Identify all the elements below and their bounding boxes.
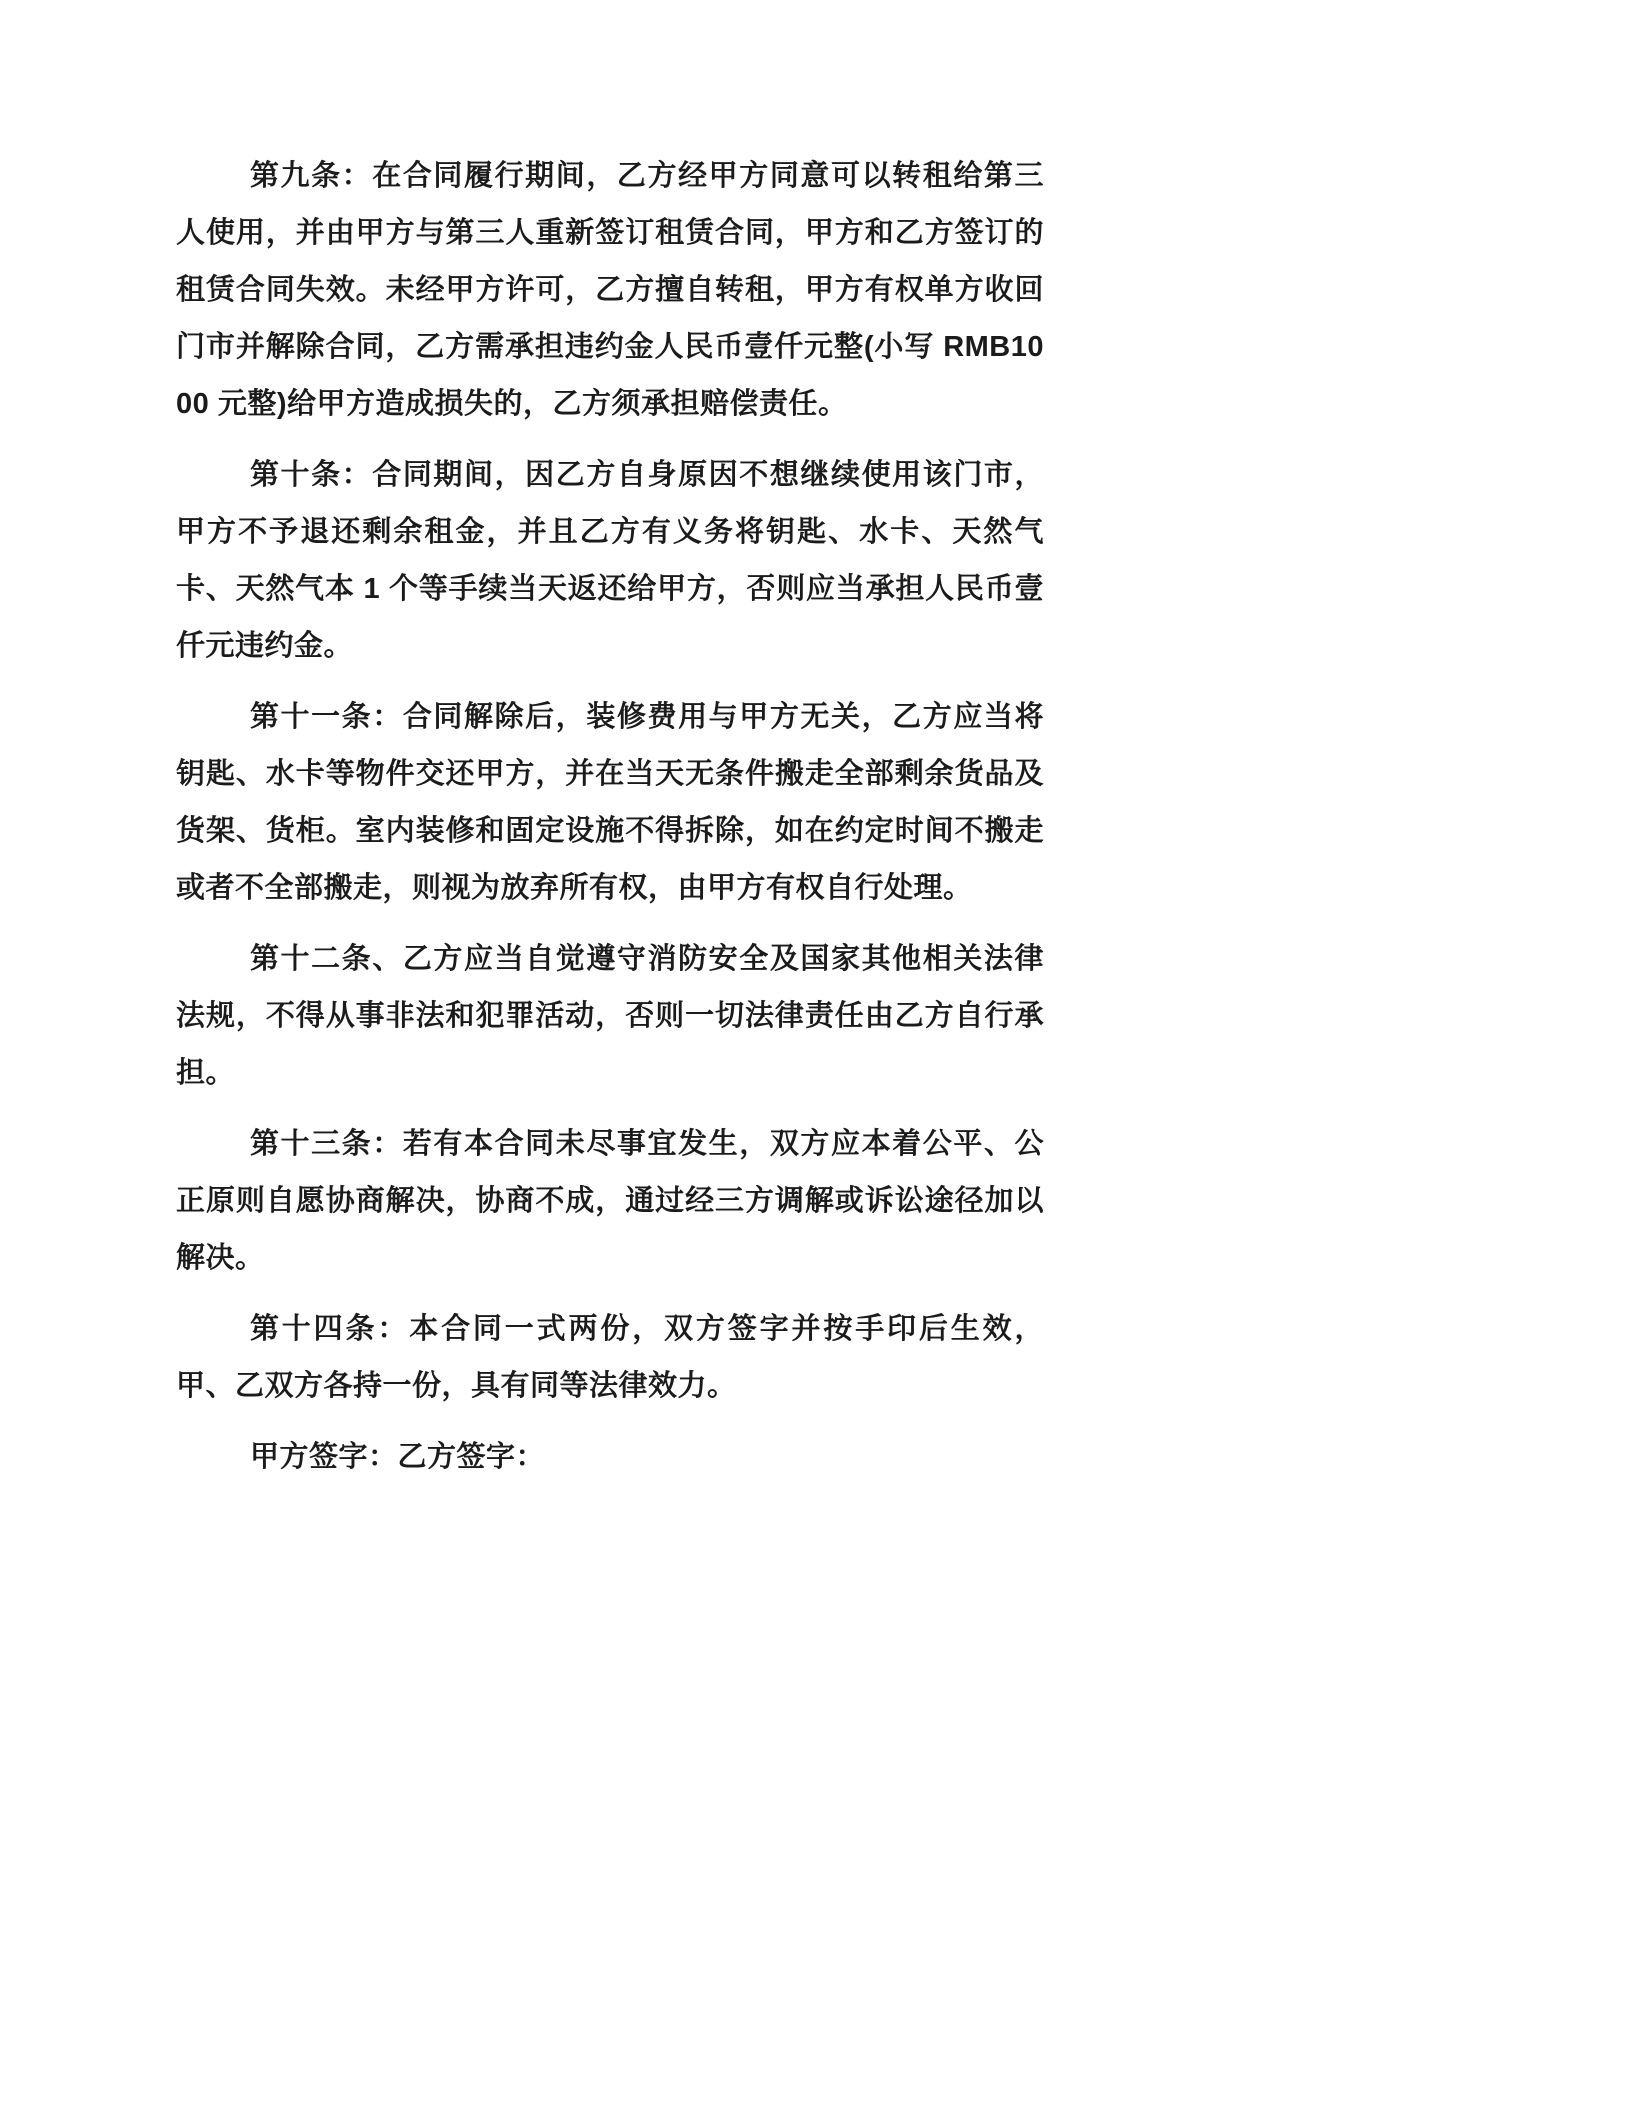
contract-clause-10: 第十条：合同期间，因乙方自身原因不想继续使用该门市，甲方不予退还剩余租金，并且乙方有义务将钥匙、水卡、天然气卡、天然气本 1 个等手续当天返还给甲方，否则应当承担人民币壹仟元违约金。	[176, 459, 1044, 662]
contract-clause-13: 第十三条：若有本合同未尽事宜发生，双方应本着公平、公正原则自愿协商解决，协商不成，通过经三方调解或诉讼途径加以解决。	[176, 1128, 1044, 1274]
contract-body	[176, 148, 1044, 1486]
contract-clause-9: 第九条：在合同履行期间，乙方经甲方同意可以转租给第三人使用，并由甲方与第三人重新签订租赁合同，甲方和乙方签订的租赁合同失效。未经甲方许可，乙方擅自转租，甲方有权单方收回门市并解除合同，乙方需承担违约金人民币壹仟元整(小写 RMB1000 元整)给甲方造成损失的，乙方须承担赔偿责任。	[176, 160, 1044, 420]
contract-clause-11: 第十一条：合同解除后，装修费用与甲方无关，乙方应当将钥匙、水卡等物件交还甲方，并在当天无条件搬走全部剩余货品及货架、货柜。室内装修和固定设施不得拆除，如在约定时间不搬走或者不全部搬走，则视为放弃所有权，由甲方有权自行处理。	[176, 701, 1044, 904]
contract-clause-12: 第十二条、乙方应当自觉遵守消防安全及国家其他相关法律法规，不得从事非法和犯罪活动，否则一切法律责任由乙方自行承担。	[176, 943, 1044, 1089]
contract-clause-14: 第十四条：本合同一式两份，双方签字并按手印后生效，甲、乙双方各持一份，具有同等法律效力。	[176, 1313, 1044, 1402]
signature-line: 甲方签字：乙方签字：	[249, 1441, 545, 1473]
